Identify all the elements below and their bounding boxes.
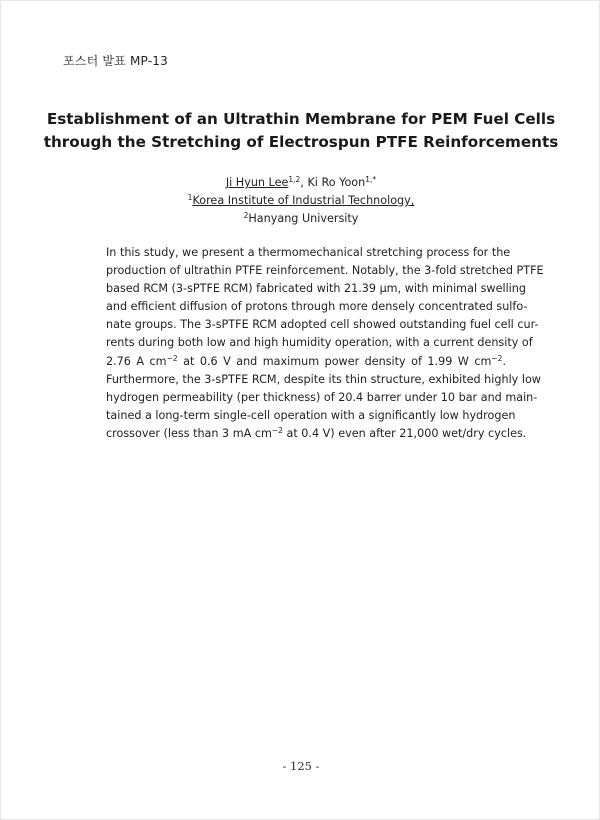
author-2-name: Ki Ro Yoon — [307, 176, 366, 189]
title-line-1: Establishment of an Ultrathin Membrane for PEM Fuel Cells — [46, 110, 556, 128]
abstract-line-11-b: at 0.4 V) even after 21,000 wet/dry cycles. — [282, 426, 527, 440]
abstract-line-5: nate groups. The 3-sPTFE RCM adopted cell showed outstanding fuel cell cur- — [106, 318, 539, 332]
affiliation-2-name: Hanyang University — [248, 212, 359, 225]
abstract — [106, 244, 544, 443]
abstract-line-10: tained a long-term single-cell operation with a significantly low hydrogen — [106, 408, 516, 422]
author-separator: , — [300, 176, 308, 189]
abstract-line-1: In this study, we present a thermomechanical stretching process for the — [106, 246, 511, 259]
affiliation-2 — [41, 210, 561, 228]
abstract-line-9: hydrogen permeability (per thickness) of 20.4 barrer under 10 bar and main- — [106, 390, 538, 404]
affiliation-1-marker: 1 — [187, 193, 193, 202]
abstract-line-8: Furthermore, the 3-sPTFE RCM, despite its thin structure, exhibited highly low — [106, 372, 541, 386]
affiliation-1-name: Korea Institute of Industrial Technology, — [192, 194, 415, 207]
paper-title — [41, 108, 561, 154]
author-1-name: Ji Hyun Lee — [225, 176, 289, 189]
title-line-2: through the Stretching of Electrospun PTFE Reinforcements — [43, 133, 559, 151]
abstract-line-7-c: . — [502, 354, 507, 368]
author-line — [41, 174, 561, 192]
author-2-affiliation: 1,* — [365, 175, 377, 184]
unit-exponent: −2 — [491, 353, 503, 363]
session-label: 포스터 발표 MP-13 — [63, 54, 168, 68]
abstract-line-7 — [106, 353, 506, 371]
author-1-affiliation: 1,2 — [288, 175, 301, 184]
page-number: - 125 - — [282, 759, 320, 773]
affiliation-2-marker: 2 — [243, 211, 249, 220]
abstract-line-7-a: 2.76 A cm — [106, 354, 167, 368]
author-block — [41, 174, 561, 228]
abstract-line-11 — [106, 425, 527, 443]
abstract-line-6: rents during both low and high humidity operation, with a current density of — [106, 336, 533, 350]
unit-exponent: −2 — [166, 353, 178, 363]
unit-exponent: −2 — [271, 425, 283, 435]
abstract-line-7-b: at 0.6 V and maximum power density of 1.99 W cm — [177, 354, 492, 368]
abstract-line-2: production of ultrathin PTFE reinforcement. Notably, the 3-fold stretched PTFE — [106, 264, 544, 278]
abstract-line-11-a: crossover (less than 3 mA cm — [106, 426, 272, 440]
abstract-line-4: and efficient diffusion of protons through more densely concentrated sulfo- — [106, 300, 528, 314]
abstract-line-3: based RCM (3-sPTFE RCM) fabricated with 21.39 μm, with minimal swelling — [106, 282, 526, 296]
affiliation-1 — [41, 192, 561, 210]
